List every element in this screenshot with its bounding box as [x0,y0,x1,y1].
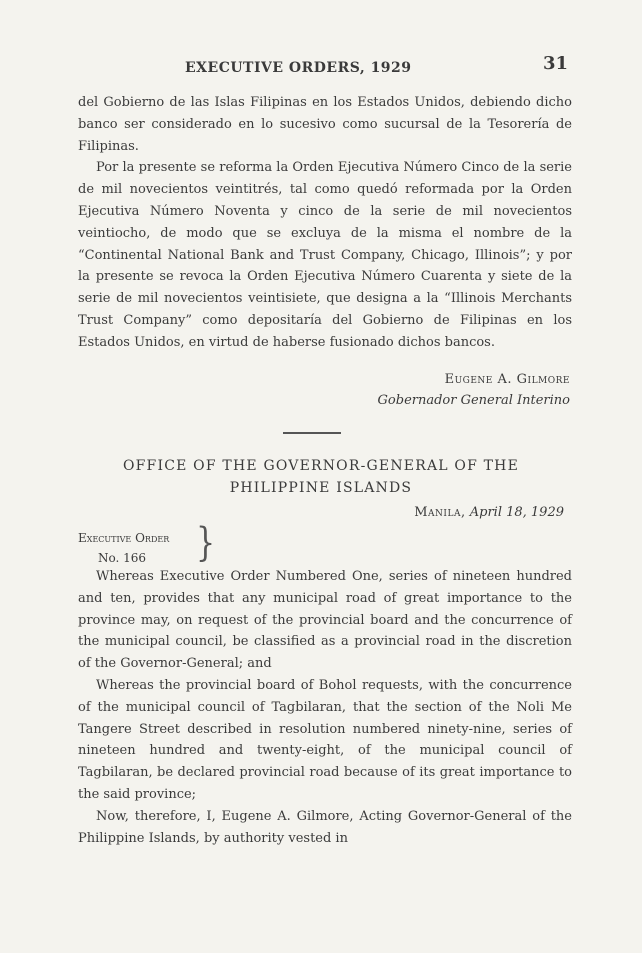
dateline-place: Manila, [414,505,466,520]
running-title: EXECUTIVE ORDERS, 1929 [185,60,412,76]
signature-name: Eugene A. Gilmore [444,372,570,387]
dateline [414,505,564,520]
office-heading [60,455,582,499]
page-number: 31 [542,53,568,74]
office-heading-line-1: OFFICE OF THE GOVERNOR-GENERAL OF THE [122,458,520,474]
spanish-text-block [78,92,572,354]
dateline-date: April 18, 1929 [469,505,564,520]
paragraph-whereas-1: Whereas Executive Order Numbered One, series of nineteen hundred and ten, provides that any municipal road of great importance to the province may, on request of the provincial board and the concurrence of the municipal council, be classified as a provincial road in the discretion of the Governor-General; and [78,569,572,672]
executive-order-title: Executive Order [78,531,170,545]
signature-block [0,369,570,411]
brace-icon: } [196,520,216,567]
english-text-block [78,566,572,849]
paragraph-whereas-2: Whereas the provincial board of Bohol requests, with the concurrence of the municipal council of Tagbilaran, that the section of the Noli Me Tangere Street described in resolution numbered ninety-nine, series of nineteen hundred and twenty-eight, of the municipal council of Tagbilaran, be declared provincial road because of its great importance to the said province; [78,677,572,802]
paragraph-amendment: Por la presente se reforma la Orden Ejecutiva Número Cinco de la serie de mil novecientos veintitrés, tal como quedó reformada por la Orden Ejecutiva Número Noventa y cinco de la serie de mil novecientos veintiocho, de modo que se excluya de la misma el nombre de la “Continental National Bank and Trust Company, Chicago, Illinois”; y por la presente se revoca la Orden Ejecutiva Número Cuarenta y siete de la serie de mil novecientos veintisiete, que designa a la “Illinois Merchants Trust Company” como depositaría del Gobierno de Filipinas en los Estados Unidos, en virtud de haberse fusionado dichos bancos. [78,160,572,350]
paragraph-now-therefore: Now, therefore, I, Eugene A. Gilmore, Acting Governor-General of the Philippine Islands, by authority vested in [78,808,572,846]
executive-order-label [78,528,169,568]
executive-order-number: No. 166 [98,551,147,565]
section-divider [283,432,341,434]
paragraph-continuation: del Gobierno de las Islas Filipinas en los Estados Unidos, debiendo dicho banco ser considerado en lo sucesivo como sucursal de la Tesorería de Filipinas. [78,95,572,154]
signature-title: Gobernador General Interino [377,393,570,408]
office-heading-line-2: PHILIPPINE ISLANDS [229,480,413,496]
